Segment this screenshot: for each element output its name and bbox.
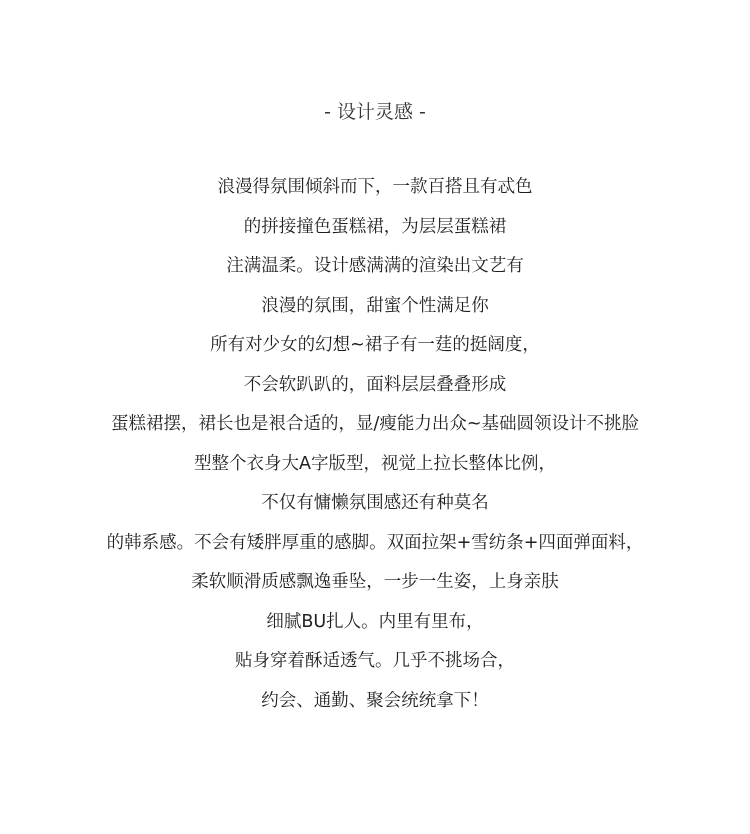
description-line: 不仅有慵懒氛围感还有种莫名: [261, 493, 489, 513]
description-line: 贴身穿着酥适透气。几乎不挑场合，: [235, 651, 515, 671]
description-line: 型整个衣身大A字版型，视觉上拉长整体比例，: [194, 453, 556, 474]
description-line: 注满温柔。设计感满满的渲染出文艺有: [226, 256, 524, 276]
section-title: - 设计灵感 -: [324, 101, 426, 123]
design-inspiration-text: [0, 172, 750, 725]
description-line: 浪漫的氛围，甜蜜个性满足你: [261, 295, 489, 316]
description-line: 浪漫得氛围倾斜而下，一款百搭且有忒色: [217, 177, 533, 197]
description-line: 的韩系感。不会有矮胖厚重的感脚。双面拉架+雪纺条+四面弹面料，: [106, 532, 644, 553]
description-line: 约会、通勤、聚会统统拿下！: [261, 690, 489, 711]
description-line: 所有对少女的幻想~裙子有一莛的挺阔度，: [210, 335, 540, 355]
description-line: 不会软趴趴的，面料层层叠叠形成: [243, 374, 507, 395]
description-line: 柔软顺滑质感飘逸垂坠，一步一生姿，上身亲肤: [191, 572, 559, 592]
description-line: 的拼接撞色蛋糕裙，为层层蛋糕裙: [243, 216, 507, 237]
description-line: 蛋糕裙摆，裙长也是裉合适的，显/瘦能力出众~基础圆领设计不挑脸: [110, 414, 640, 434]
description-line: 细腻BU扎人。内里有里布，: [266, 611, 484, 632]
